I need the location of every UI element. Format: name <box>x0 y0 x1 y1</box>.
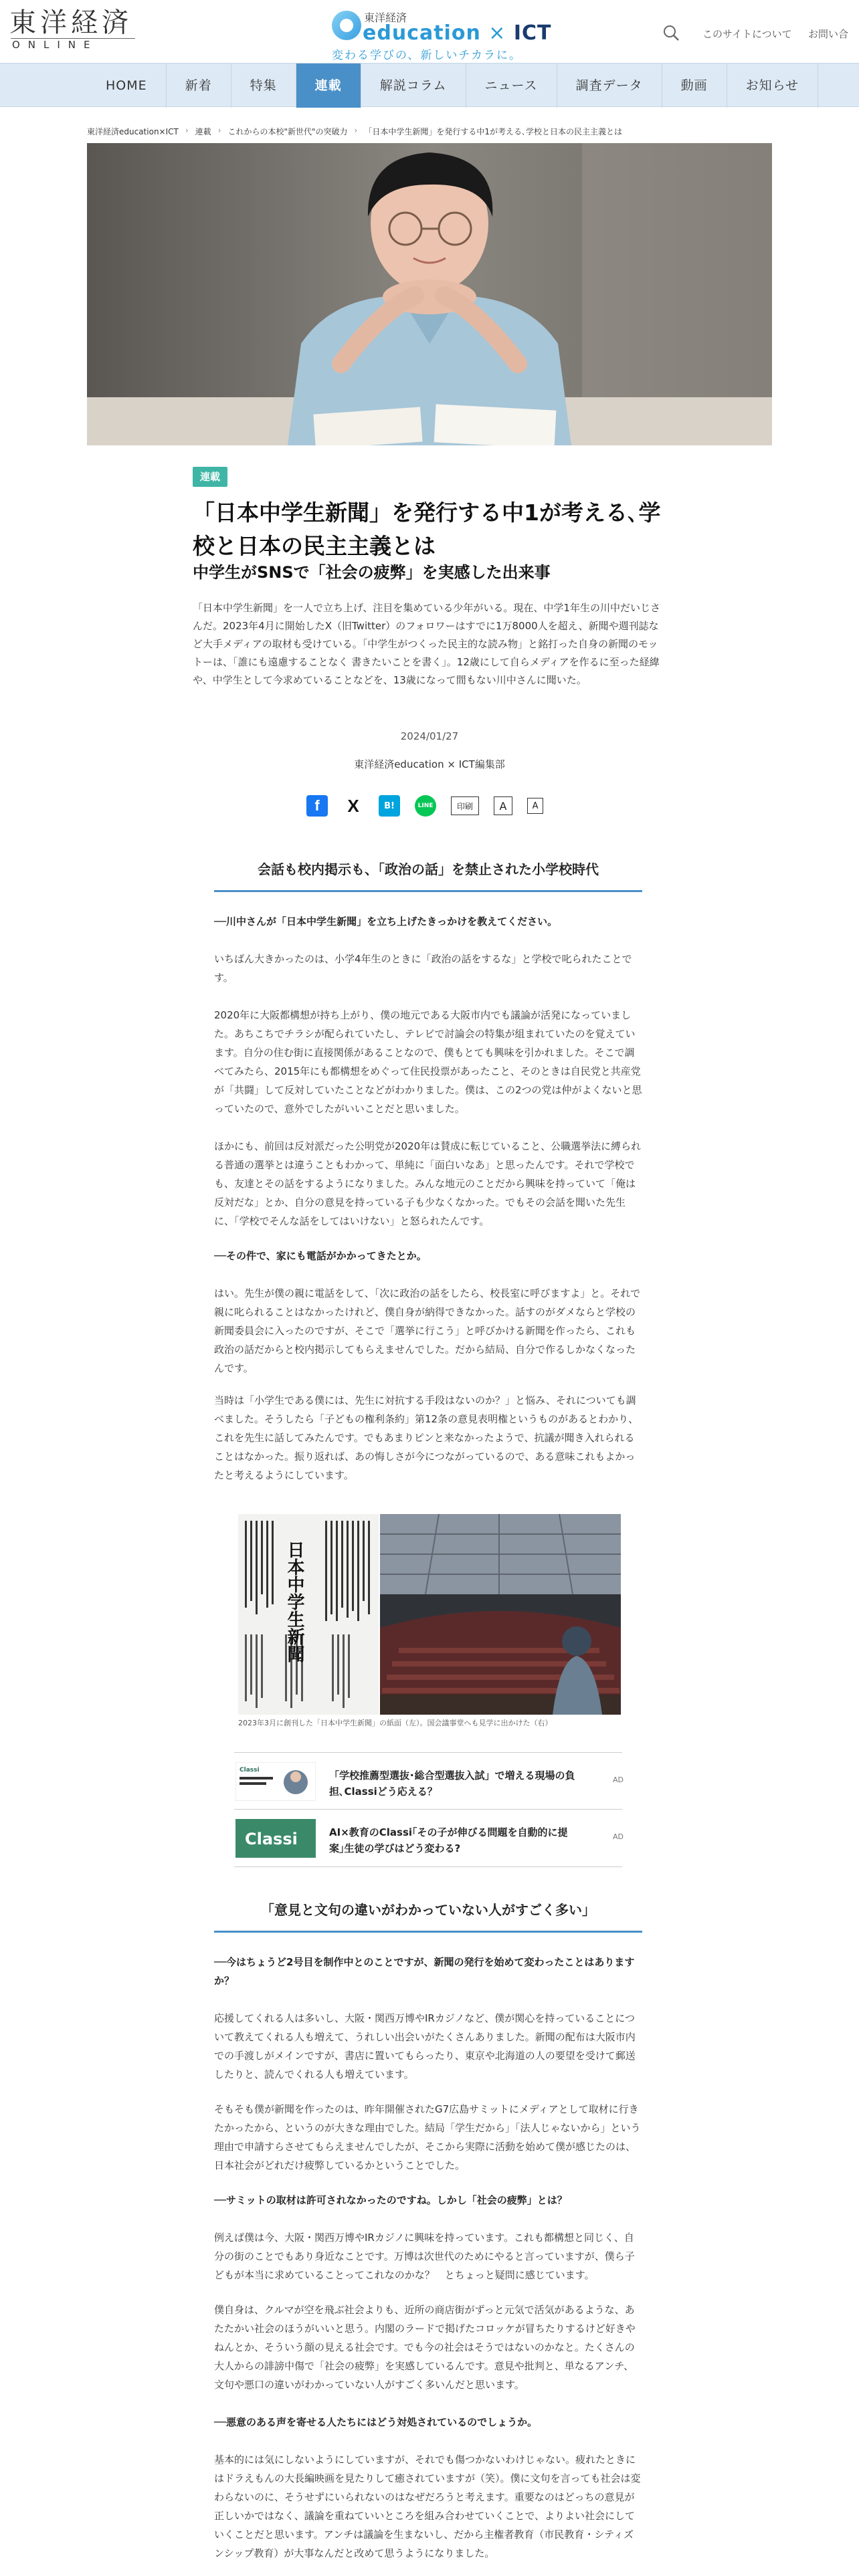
site-header <box>0 0 859 63</box>
nav-items <box>87 64 818 108</box>
figure-illustration <box>238 1514 621 1715</box>
section-heading-2: 「意見と文句の違いがわかっていない人がすごく多い」 <box>214 1899 642 1933</box>
paragraph: いちばん大きかったのは、小学4年生のときに「政治の話をするな」と学校で叱られたことです。 <box>214 953 632 984</box>
interview-question: ──サミットの取材は許可されなかったのですね。しかし「社会の疲弊」とは？ <box>214 2194 567 2206</box>
brand-main-x: × <box>488 21 506 45</box>
brand-sub: 東洋経済 <box>364 11 407 24</box>
brand-main-b: ICT <box>513 21 552 45</box>
main-nav <box>0 63 859 107</box>
font-size-small-button[interactable]: A <box>527 798 543 814</box>
logo-english: ONLINE <box>12 39 98 51</box>
article-figure <box>238 1514 621 1715</box>
ad-item[interactable] <box>234 1752 622 1810</box>
breadcrumb-separator: › <box>185 126 189 135</box>
hero-illustration <box>87 143 772 445</box>
breadcrumb-item: 「日本中学生新聞」を発行する中1が考える､学校と日本の民主主義とは <box>364 127 622 136</box>
category-tag[interactable]: 連載 <box>193 467 227 487</box>
paragraph: 当時は「小学生である僕には、先生に対抗する手段はないのか？」と悩み、それについても調べました。そうしたら「子どもの権利条約」第12条の意見表明権というものがあるとわかり、これを先生に話してみたんです。でもあまりピンと来なかったようで、抗議が聞き入れられることはなかった。振り返れば、あの悔しさが今につながっているので、ある意味これもよかったと考えるようにしています。 <box>214 1394 639 1481</box>
section-heading-1: 会話も校内掲示も、「政治の話」を禁止された小学校時代 <box>214 859 642 892</box>
brand-circle-icon <box>332 11 361 40</box>
nav-item[interactable]: 連載 <box>296 64 361 108</box>
breadcrumb-item[interactable]: 連載 <box>195 127 211 136</box>
paragraph: 2020年に大阪都構想が持ち上がり、僕の地元である大阪市内でも議論が活発になっていました。あちこちでチラシが配られていたし、テレビで討論会の特集が組まれていたのを覚えています。自分の住む街に直接関係があることなので、僕もとても興味を引かれました。そこで調べてみたら、2015年にも都構想をめぐって住民投票があったこと、そのときは自民党と共産党が「共闘」して反対していたことなどがわかりました。僕は、この2つの党は仲がよくないと思っていたので、意外でしたがいいことだと思いました。 <box>214 1009 642 1115</box>
interview-question: ──川中さんが「日本中学生新聞」を立ち上げたきっかけを教えてください。 <box>214 916 558 928</box>
logo-japanese: 東洋経済 <box>9 7 132 38</box>
figure-caption: 2023年3月に創刊した「日本中学生新聞」の紙面（左）。国会議事堂へも見学に出かけた（右） <box>238 1719 553 1727</box>
paragraph: ほかにも、前回は反対派だった公明党が2020年は賛成に転じていること、公職選挙法に縛られる普通の選挙とは違うこともわかって、単純に「面白いなあ」と思ったんです。それで学校でも、友達とその話をするようになりました。みんな地元のことだから興味を持っていて「俺は反対だな」とか、自分の意見を持っている子も少なくなかった。でもその会話を聞いた先生に、「学校でそんな話をしてはいけない」と怒られたんです。 <box>214 1140 642 1227</box>
hero-photo <box>87 143 772 445</box>
nav-item[interactable]: HOME <box>87 64 167 108</box>
facebook-share-icon[interactable]: f <box>306 795 328 817</box>
ad-thumbnail <box>235 1819 316 1858</box>
breadcrumb-separator: › <box>354 126 358 135</box>
paragraph: 応援してくれる人は多いし、大阪・関西万博やIRカジノなど、僕が関心を持っていることについて教えてくれる人も増えて、うれしい出会いがたくさんありました。新聞の配布は大阪市内での手渡しがメインですが、書店に置いてもらったり、東京や北海道の人の要望を受けて郵送したりと、読んでくれる人も増えています。 <box>214 2012 636 2080</box>
ad-item[interactable] <box>234 1810 622 1867</box>
education-ict-brand[interactable] <box>332 8 552 62</box>
share-bar <box>306 794 543 817</box>
article-lead: 「日本中学生新聞」を一人で立ち上げ、注目を集めている少年がいる。現在、中学1年生の川中だいじさんだ。2023年4月に開始したX（旧Twitter）のフォロワーはすでに1万8000人を超え、新聞や週刊誌など大手メディアの取材も受けている。「中学生がつくった民主的な読み物」と銘打った自身の新聞のモットーは、「誰にも遠慮することなく 書きたいことを書く」。12歳にして自らメディアを作るに至った経緯や、中学生として今求めていることなどを、13歳になって間もない川中さんに聞いた。 <box>193 602 660 686</box>
paragraph: 例えば僕は今、大阪・関西万博やIRカジノに興味を持っています。これも都構想と同じく、自分の街のことでもあり身近なことです。万博は次世代のためにやると言っていますが、僕ら子どもが本当に求めていることってこれなのかな？ とちょっと疑問に感じています。 <box>214 2232 635 2281</box>
nav-item[interactable]: 新着 <box>167 64 231 108</box>
paper-title-text: 日本中学生新聞 <box>284 1541 304 1662</box>
article-author[interactable]: 東洋経済education × ICT編集部 <box>354 758 505 770</box>
print-button[interactable]: 印刷 <box>451 796 479 815</box>
nav-item[interactable]: 調査データ <box>557 64 662 108</box>
publish-date: 2024/01/27 <box>400 730 459 742</box>
search-icon[interactable] <box>662 24 680 41</box>
ad-label: AD <box>613 1832 624 1841</box>
brand-tagline: 変わる学びの、新しいチカラに。 <box>332 49 522 62</box>
article-subtitle: 中学生がSNSで「社会の疲弊」を実感した出来事 <box>193 563 551 582</box>
ad-label: AD <box>613 1776 624 1784</box>
font-size-large-button[interactable]: A <box>494 796 512 815</box>
nav-item[interactable]: お知らせ <box>727 64 818 108</box>
nav-item[interactable]: 特集 <box>231 64 296 108</box>
breadcrumb <box>87 126 622 137</box>
brand-main-a: education <box>363 21 481 45</box>
nav-item[interactable]: ニュース <box>466 64 557 108</box>
paragraph: 基本的には気にしないようにしていますが、それでも傷つかないわけじゃない。疲れたときにはドラえもんの大長編映画を見たりして癒されていますが（笑）。僕に文句を言っても社会は変わらないのに、そうせずにいられないのはなぜだろうと考えます。重要なのはどっちの意見が正しいかではなく、議論を重ねていいところを組み合わせていくことで、よりよい社会にしていくことだと思います。アンチは議論を生まないし、だから主権者教育（市民教育・シティズンシップ教育）が大事なんだと改めて思うようになりました。 <box>214 2454 641 2559</box>
paragraph: そもそも僕が新聞を作ったのは、昨年開催されたG7広島サミットにメディアとして取材に行きたかったから、というのが大きな理由でした。結局「学生だから」「法人じゃないから」という理由で申請すらさせてもらえませんでしたが、そこから実際に活動を始めて僕が感じたのは、日本社会がどれだけ疲弊しているかということでした。 <box>214 2103 641 2171</box>
paragraph: はい。先生が僕の親に電話をして、「次に政治の話をしたら、校長室に呼びますよ」と。それで親に叱られることはなかったけれど、僕自身が納得できなかった。話すのがダメならと学校の新聞委員会に入ったのですが、そこで「選挙に行こう」と呼びかける新聞を作ったら、これも政治の話だからと校内掲示してもらえませんでした。だから結局、自分で作るしかなくなったんです。 <box>214 1287 641 1374</box>
nav-item[interactable]: 動画 <box>662 64 727 108</box>
ad-thumb-text: Classi <box>245 1830 298 1848</box>
x-share-icon[interactable]: X <box>347 795 359 816</box>
article-title: 「日本中学生新聞」を発行する中1が考える､学校と日本の民主主義とは <box>193 500 661 559</box>
paragraph: 僕自身は、クルマが空を飛ぶ社会よりも、近所の商店街がずっと元気で活気があるような、あたたかい社会のほうがいいと思う。内閣のラードで掲げたコロッケが冒ちたりするけど好きやねんとか、そういう顔の見える社会です。でも今の社会はそうではないのかなと。たくさんの大人からの誹謗中傷で「社会の疲弊」を実感しているんです。意見や批判と、単なるアンチ、文句や悪口の違いがわかっていない人がすごく多いんだと思います。 <box>214 2304 636 2391</box>
interview-question: ──その件で、家にも電話がかかってきたとか。 <box>214 1250 427 1262</box>
line-share-icon[interactable]: LINE <box>415 795 436 817</box>
site-logo[interactable] <box>9 9 136 53</box>
breadcrumb-separator: › <box>217 126 221 135</box>
about-site-link[interactable]: このサイトについて <box>702 28 792 40</box>
ad-title[interactable]: AI×教育のClassi｢その子が伸びる問題を自動的に提案｣生徒の学びはどう変わる? <box>329 1826 568 1854</box>
ad-thumbnail <box>235 1762 316 1801</box>
logo-divider <box>11 38 135 39</box>
contact-link[interactable]: お問い合 <box>808 28 849 40</box>
brand-main <box>363 21 552 45</box>
interview-question: ──今はちょうど2号目を制作中とのことですが、新聞の発行を始めて変わったことはありますか？ <box>214 1956 635 1987</box>
breadcrumb-item[interactable]: これからの本校"新世代"の突破力 <box>227 127 348 136</box>
ad-thumb-text: Classi <box>240 1767 260 1774</box>
hatena-bookmark-icon[interactable]: B! <box>379 795 400 817</box>
breadcrumb-item[interactable]: 東洋経済education×ICT <box>87 127 179 136</box>
interview-question: ──悪意のある声を寄せる人たちにはどう対処されているのでしょうか。 <box>214 2416 538 2428</box>
ad-title[interactable]: 「学校推薦型選抜･総合型選抜入試」で増える現場の負担､Classiどう応える？ <box>329 1769 575 1798</box>
nav-item[interactable]: 解説コラム <box>361 64 466 108</box>
